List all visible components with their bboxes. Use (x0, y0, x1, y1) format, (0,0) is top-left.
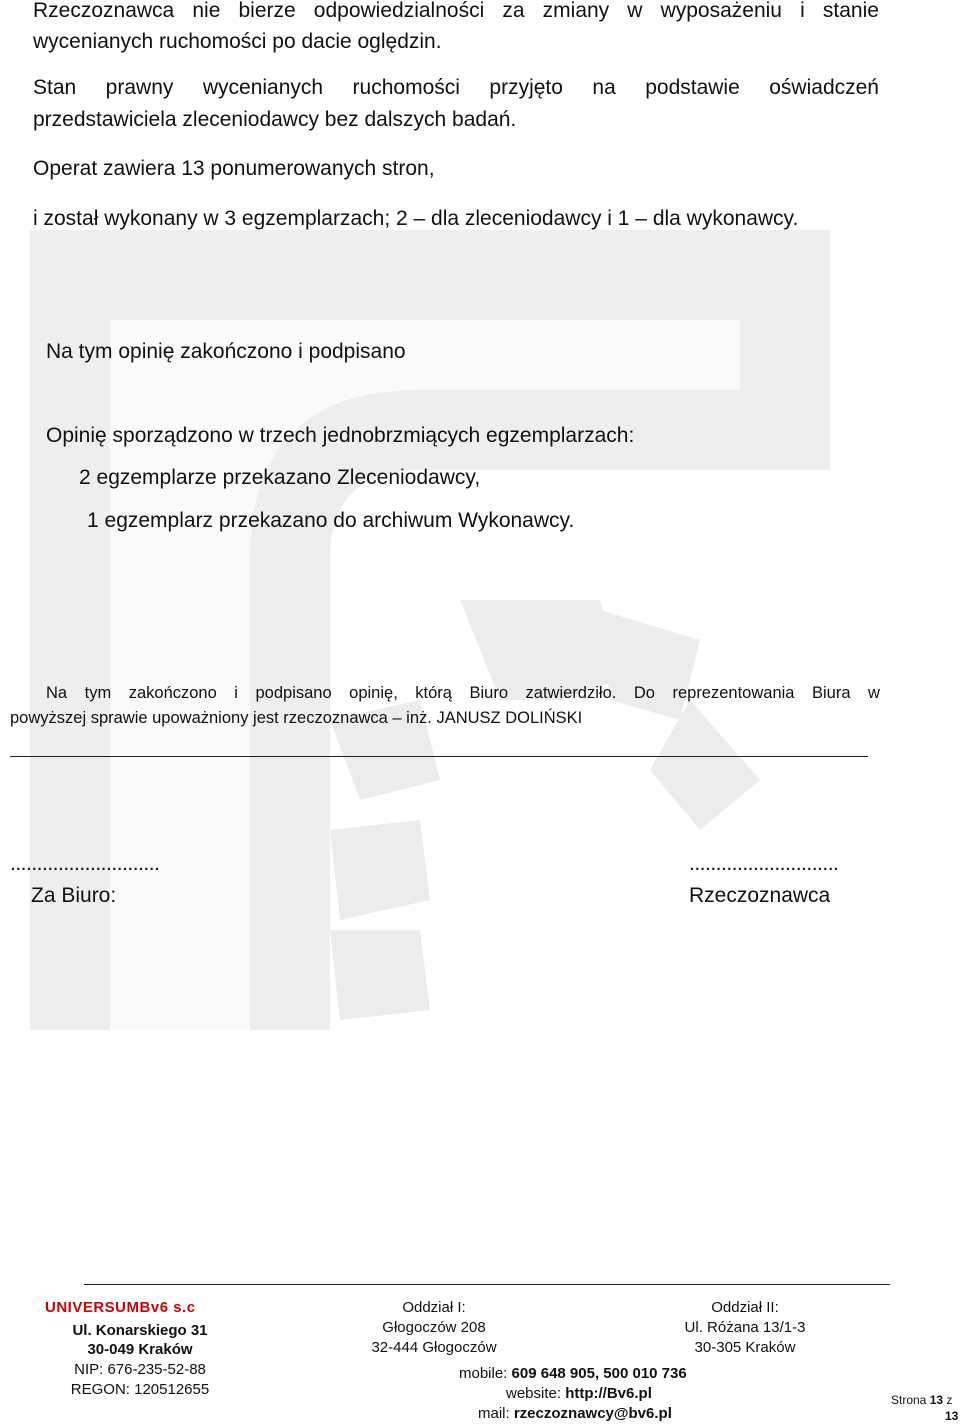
mobile-label: mobile: (459, 1365, 512, 1382)
word: bierze (238, 0, 296, 22)
branch1-street: Głogoczów 208 (382, 1319, 486, 1336)
word: ruchomości (352, 76, 460, 99)
paragraph-signed: Na tym opinię zakończono i podpisano (46, 340, 406, 363)
word: oświadczeń (769, 76, 879, 99)
paragraph-page-count: Operat zawiera 13 ponumerowanych stron, (33, 157, 435, 180)
signature-dots-left: ............................ (10, 852, 160, 875)
paragraph-liability-line1 (33, 0, 879, 27)
page-total: 13 (945, 1409, 959, 1423)
word: prawny (105, 76, 174, 99)
branch2-title: Oddział II: (711, 1299, 779, 1316)
paragraph-copies-archive: 1 egzemplarz przekazano do archiwum Wykonawcy. (87, 509, 575, 532)
company-name-suffix: Bv6 s.c (139, 1299, 196, 1316)
paragraph-copies-client: 2 egzemplarze przekazano Zleceniodawcy, (79, 466, 481, 489)
word: wycenianych (202, 76, 324, 99)
mail-label: mail: (478, 1405, 514, 1422)
company-nip: NIP: 676-235-52-88 (74, 1361, 206, 1378)
word: podpisano (255, 684, 332, 702)
closing-statement-line1 (46, 680, 880, 706)
word: Rzeczoznawca (33, 0, 175, 22)
website-label: website: (506, 1385, 566, 1402)
word: reprezentowania (672, 684, 795, 702)
word: zmiany (542, 0, 610, 22)
word: odpowiedzialności (313, 0, 485, 22)
separator-line (10, 756, 868, 757)
page-current: 13 (929, 1393, 944, 1407)
branch1-title: Oddział I: (402, 1299, 466, 1316)
word: podstawie (645, 76, 740, 99)
word: którą (415, 684, 452, 702)
word: tym (84, 684, 112, 702)
closing-statement-line2: powyższej sprawie upoważniony jest rzeczoznawca – inż. JANUSZ DOLIŃSKI (10, 709, 583, 727)
word: wyposażeniu (660, 0, 782, 22)
page-number (891, 1392, 960, 1424)
word: nie (192, 0, 221, 22)
company-street: Ul. Konarskiego 31 (72, 1322, 208, 1339)
paragraph-liability-line2: wycenianych ruchomości po dacie oględzin. (33, 30, 442, 53)
signature-dots-right: ............................ (689, 852, 839, 875)
word: za (502, 0, 525, 22)
paragraph-copies: i został wykonany w 3 egzemplarzach; 2 – dla zleceniodawcy i 1 – dla wykonawcy. (33, 207, 799, 230)
website-link[interactable]: http://Bv6.pl (565, 1385, 652, 1402)
contact-website (506, 1384, 652, 1404)
branch2-city: 30-305 Kraków (694, 1339, 796, 1356)
paragraph-legal-status-line1 (33, 72, 879, 104)
word: zakończono (128, 684, 217, 702)
signature-label-left: Za Biuro: (31, 884, 117, 907)
word: Do (633, 684, 655, 702)
paragraph-legal-status-line2: przedstawiciela zleceniodawcy bez dalszych badań. (33, 108, 517, 131)
company-name-prefix: UNIVERSUM (45, 1299, 140, 1316)
word: przyjęto (489, 76, 563, 99)
page-label: Strona (891, 1393, 930, 1407)
contact-mail (478, 1404, 672, 1424)
word: stanie (822, 0, 879, 22)
company-regon: REGON: 120512655 (70, 1381, 210, 1398)
word: Na (46, 684, 68, 702)
contact-mobile (459, 1364, 687, 1384)
mail-link[interactable]: rzeczoznawcy@bv6.pl (513, 1405, 672, 1422)
word: opinię, (349, 684, 398, 702)
word: w (868, 684, 880, 702)
paragraph-prepared: Opinię sporządzono w trzech jednobrzmiących egzemplarzach: (46, 424, 635, 447)
company-name (45, 1298, 196, 1318)
footer-rule (84, 1284, 890, 1285)
word: Biura (811, 684, 851, 702)
word: na (592, 76, 616, 99)
company-city: 30-049 Kraków (87, 1341, 193, 1358)
word: w (627, 0, 643, 22)
signature-label-right: Rzeczoznawca (689, 884, 831, 907)
word: Biuro (469, 684, 509, 702)
word: i (234, 684, 238, 702)
word: i (800, 0, 805, 22)
branch2-street: Ul. Różana 13/1-3 (684, 1319, 806, 1336)
word: zatwierdziło. (525, 684, 617, 702)
mobile-value: 609 648 905, 500 010 736 (511, 1365, 687, 1382)
word: Stan (33, 76, 77, 99)
page-of: z (943, 1393, 953, 1407)
branch1-city: 32-444 Głogoczów (371, 1339, 497, 1356)
